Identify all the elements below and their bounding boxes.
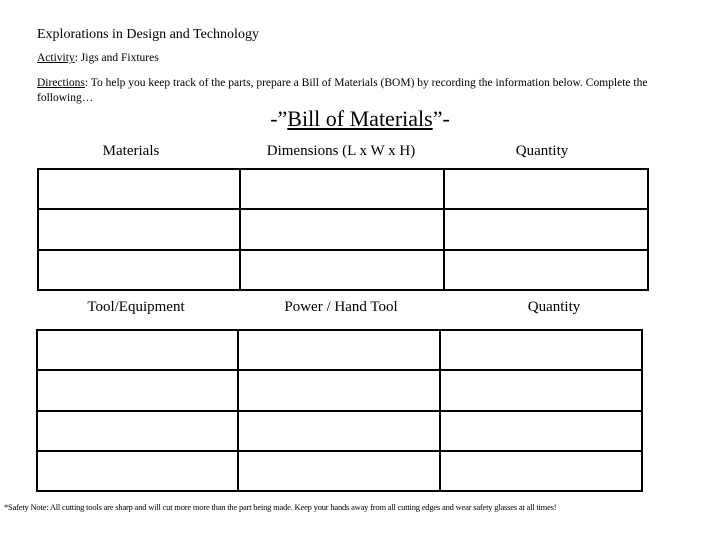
power-hand-tool-column-header: Power / Hand Tool <box>284 299 398 315</box>
dimensions-cell[interactable] <box>240 250 443 290</box>
materials-cell[interactable] <box>38 209 240 249</box>
directions-paragraph <box>37 76 677 106</box>
quantity-cell[interactable] <box>440 370 642 410</box>
activity-label: Activity <box>37 52 75 64</box>
table-row <box>38 209 648 249</box>
power-hand-cell[interactable] <box>238 330 439 370</box>
bom-title-prefix: -” <box>270 106 288 131</box>
quantity-cell[interactable] <box>444 250 648 290</box>
safety-footnote: *Safety Note: All cutting tools are sharp and will cut more more than the part being made. Keep your hands away from all cutting edges and wear safety glasses at all times! <box>4 502 557 512</box>
materials-cell[interactable] <box>38 250 240 290</box>
materials-table <box>37 168 649 291</box>
power-hand-cell[interactable] <box>238 411 439 451</box>
quantity-cell[interactable] <box>444 209 648 249</box>
table-row <box>37 411 642 451</box>
quantity-cell[interactable] <box>440 330 642 370</box>
directions-text: : To help you keep track of the parts, prepare a Bill of Materials (BOM) by recording the information below. Complete the following… <box>37 77 648 104</box>
quantity-cell[interactable] <box>440 451 642 491</box>
table-row <box>38 169 648 209</box>
quantity-column-header: Quantity <box>515 143 569 159</box>
dimensions-column-header: Dimensions (L x W x H) <box>266 143 416 159</box>
tool-cell[interactable] <box>37 370 238 410</box>
tool-cell[interactable] <box>37 411 238 451</box>
quantity-cell[interactable] <box>440 411 642 451</box>
activity-value: : Jigs and Fixtures <box>74 52 159 64</box>
quantity-cell[interactable] <box>444 169 648 209</box>
tool-equipment-column-header: Tool/Equipment <box>87 299 185 315</box>
power-hand-cell[interactable] <box>238 451 439 491</box>
tool-cell[interactable] <box>37 451 238 491</box>
dimensions-cell[interactable] <box>240 169 443 209</box>
course-title: Explorations in Design and Technology <box>37 27 259 42</box>
tools-table <box>36 329 643 492</box>
quantity-column-header: Quantity <box>527 299 581 315</box>
table-row <box>37 370 642 410</box>
table-row <box>38 250 648 290</box>
bom-title-suffix: ”- <box>432 106 450 131</box>
directions-label: Directions <box>37 77 85 89</box>
bom-title-text: Bill of Materials <box>287 106 433 131</box>
materials-column-header: Materials <box>102 143 160 159</box>
bom-title <box>0 106 720 132</box>
table-row <box>37 330 642 370</box>
table-row <box>37 451 642 491</box>
activity-line <box>37 52 159 64</box>
dimensions-cell[interactable] <box>240 209 443 249</box>
power-hand-cell[interactable] <box>238 370 439 410</box>
tool-cell[interactable] <box>37 330 238 370</box>
materials-cell[interactable] <box>38 169 240 209</box>
